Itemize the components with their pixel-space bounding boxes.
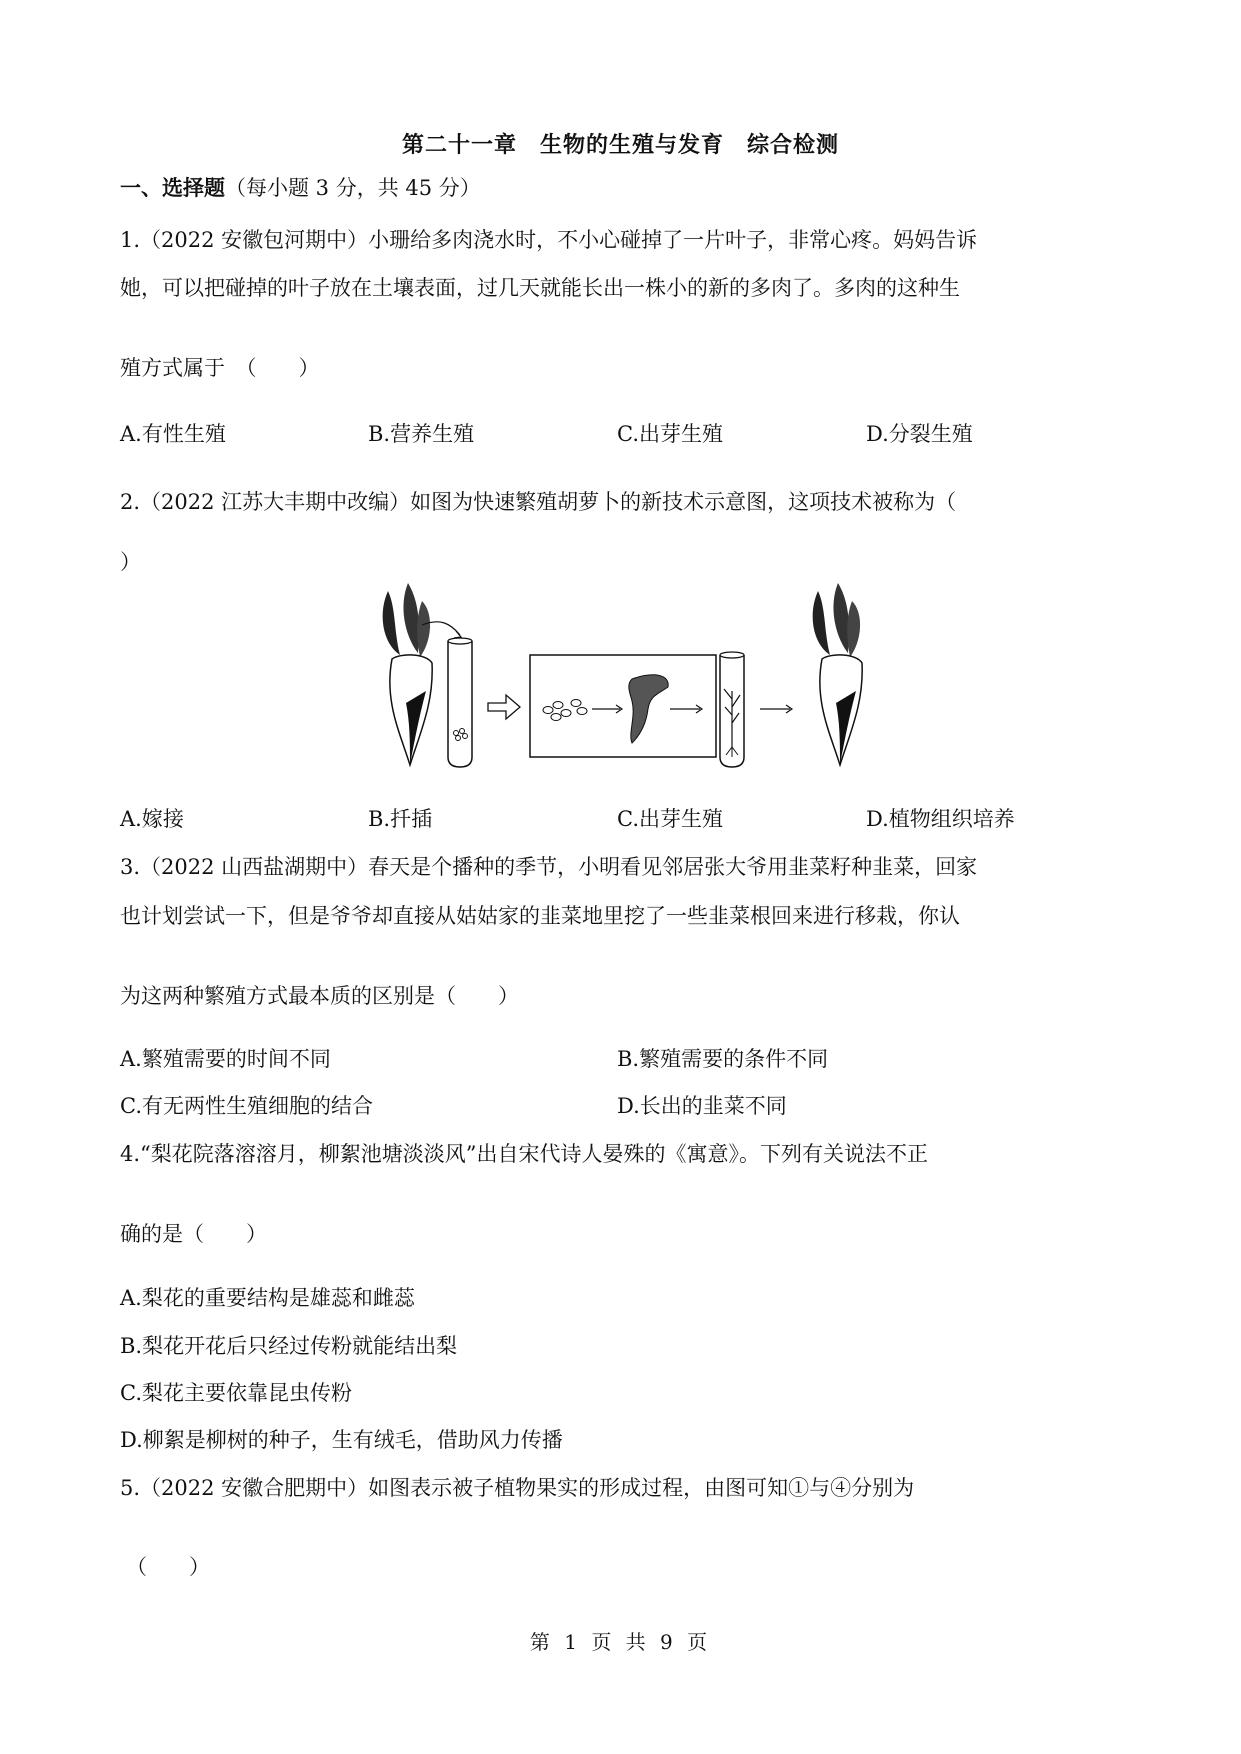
q4-line-1: 4.“梨花院落溶溶月，柳絮池塘淡淡风”出自宋代诗人晏殊的《寓意》。下列有关说法不正: [120, 1142, 929, 1166]
q3-option-d: D.长出的韭菜不同: [617, 1094, 787, 1118]
q3-option-c: C.有无两性生殖细胞的结合: [120, 1094, 373, 1118]
q4-option-a: A.梨花的重要结构是雄蕊和雌蕊: [120, 1286, 415, 1310]
test-tube-explant: [448, 638, 472, 767]
q2-option-c: C.出芽生殖: [617, 807, 723, 831]
q4-line-2: 确的是（ ）: [120, 1222, 267, 1246]
q2-line-1: 2.（2022 江苏大丰期中改编）如图为快速繁殖胡萝卜的新技术示意图，这项技术被称为（: [120, 490, 957, 514]
q3-option-b: B.繁殖需要的条件不同: [617, 1047, 829, 1071]
section-note: （每小题 3 分，共 45 分）: [225, 176, 481, 200]
q3-line-2: 也计划尝试一下，但是爷爷却直接从姑姑家的韭菜地里挖了一些韭菜根回来进行移栽，你认: [120, 904, 960, 928]
q4-option-b: B.梨花开花后只经过传粉就能结出梨: [120, 1334, 458, 1358]
q1-option-a: A.有性生殖: [120, 422, 226, 446]
q2-option-d: D.植物组织培养: [866, 807, 1015, 831]
q3-line-3: 为这两种繁殖方式最本质的区别是（ ）: [120, 984, 519, 1008]
carrot-illustration-result: [813, 583, 863, 765]
q2-option-a: A.嫁接: [120, 807, 184, 831]
q1-option-b: B.营养生殖: [368, 422, 475, 446]
carrot-illustration: [383, 583, 433, 765]
page-title: 第二十一章 生物的生殖与发育 综合检测: [401, 132, 839, 158]
section-heading: [120, 172, 481, 202]
q5-line-1: 5.（2022 安徽合肥期中）如图表示被子植物果实的形成过程，由图可知①与④分别为: [120, 1476, 915, 1500]
hollow-arrow-icon: [488, 695, 520, 719]
page-footer: 第 1 页 共 9 页: [529, 1630, 712, 1654]
culture-box: [530, 655, 716, 757]
q1-option-d: D.分裂生殖: [866, 422, 973, 446]
section-label: 一、选择题: [120, 175, 225, 200]
q1-line-3: 殖方式属于 （ ）: [120, 356, 320, 380]
q4-option-d: D.柳絮是柳树的种子，生有绒毛，借助风力传播: [120, 1428, 563, 1452]
q2-option-b: B.扦插: [368, 807, 433, 831]
q1-line-2: 她，可以把碰掉的叶子放在土壤表面，过几天就能长出一株小的新的多肉了。多肉的这种生: [120, 276, 960, 300]
q3-option-a: A.繁殖需要的时间不同: [120, 1047, 331, 1071]
carrot-tissue-culture-diagram: [370, 583, 890, 773]
q3-line-1: 3.（2022 山西盐湖期中）春天是个播种的季节，小明看见邻居张大爷用韭菜籽种韭菜，回家: [120, 855, 978, 879]
q5-line-2: （ ）: [126, 1555, 210, 1579]
q2-line-2: ）: [120, 550, 141, 574]
q4-option-c: C.梨花主要依靠昆虫传粉: [120, 1381, 352, 1405]
q1-line-1: 1.（2022 安徽包河期中）小珊给多肉浇水时，不小心碰掉了一片叶子，非常心疼。妈妈告诉: [120, 228, 978, 252]
test-tube-plantlet: [720, 652, 744, 767]
q1-option-c: C.出芽生殖: [617, 422, 723, 446]
